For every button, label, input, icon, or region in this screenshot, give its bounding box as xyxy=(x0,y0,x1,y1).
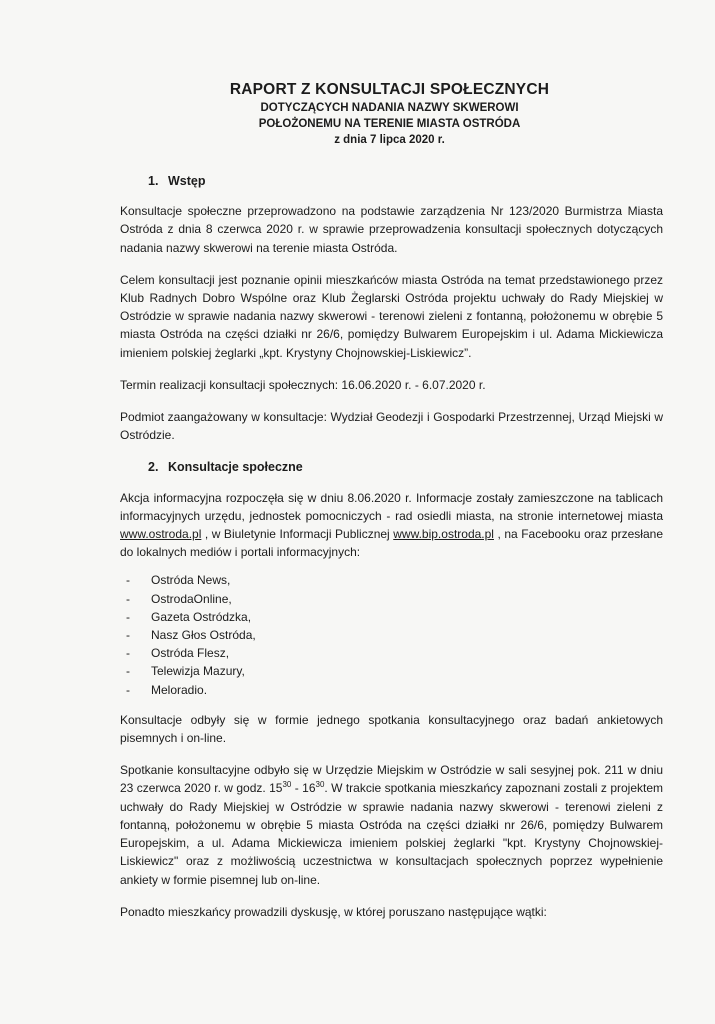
superscript: 30 xyxy=(315,780,325,790)
list-item: - OstrodaOnline, xyxy=(120,590,663,608)
list-item: - Meloradio. xyxy=(120,681,663,699)
consultation-paragraph-4: Ponadto mieszkańcy prowadzili dyskusję, w której poruszano następujące wątki: xyxy=(120,904,547,919)
text-span: . W trakcie spotkania mieszkańcy zapoznani zostali z projektem uchwały do Rady Miejskiej w Ostródzie w sprawie nadania nazwy skwerowi - terenowi zieleni z fontanną, położonemu w obrębie 5 miasta Ostróda na części działki nr 26/6, pomiędzy Bulwarem Europejskim, a ul. Adama Mickiewicza imieniem polskiej żeglarki "kpt. Krystyny Chojnowskiej-Liskiewicz" oraz z możliwością uczestnictwa w konsultacjach społecznych poprzez wypełnienie ankiety w formie pisemnej lub on-line. xyxy=(120,781,664,887)
document-body xyxy=(120,172,663,935)
report-subtitle-line1: DOTYCZĄCYCH NADANIA NAZWY SKWEROWI xyxy=(260,102,519,114)
link-ostroda[interactable]: www.ostroda.pl xyxy=(120,527,202,542)
report-subtitle-line2: POŁOŻONEMU NA TERENIE MIASTA OSTRÓDA xyxy=(258,118,521,130)
link-bip-ostroda[interactable]: www.bip.ostroda.pl xyxy=(393,527,494,542)
report-title: RAPORT Z KONSULTACJI SPOŁECZNYCH xyxy=(229,81,550,98)
list-item: - Gazeta Ostródzka, xyxy=(120,608,663,626)
superscript: 30 xyxy=(282,780,292,790)
list-item: - Ostróda News, xyxy=(120,571,663,589)
list-item: - Ostróda Flesz, xyxy=(120,644,663,662)
media-list xyxy=(120,571,663,698)
intro-paragraph-4: Podmiot zaangażowany w konsultacje: Wydział Geodezji i Gospodarki Przestrzennej, Urząd Miejski w Ostródzie. xyxy=(120,410,663,443)
section-number: 2. xyxy=(148,460,159,475)
intro-paragraph-1: Konsultacje społeczne przeprowadzono na podstawie zarządzenia Nr 123/2020 Burmistrza Miasta Ostróda z dnia 8 czerwca 2020 r. w sprawie przeprowadzenia konsultacji społecznych dotyczących nadania nazwy skwerowi na terenie miasta Ostróda. xyxy=(120,204,663,255)
list-item: - Telewizja Mazury, xyxy=(120,662,663,680)
report-header xyxy=(0,80,715,148)
consultation-paragraph-3 xyxy=(120,761,663,888)
report-date: z dnia 7 lipca 2020 r. xyxy=(334,134,445,146)
text-span: , na Facebooku oraz przesłane do lokalnych mediów i portali informacyjnych: xyxy=(120,527,663,560)
text-span: , w Biuletynie Informacji Publicznej xyxy=(201,527,394,542)
text-span: - 16 xyxy=(291,781,316,796)
section-heading-consultations xyxy=(148,458,663,476)
section-heading-intro xyxy=(148,172,663,190)
consultation-paragraph-2: Konsultacje odbyły się w formie jednego spotkania konsultacyjnego oraz badań ankietowych pisemnych i on-line. xyxy=(120,712,663,746)
section-title: Wstęp xyxy=(168,174,206,188)
section-number: 1. xyxy=(148,174,159,188)
intro-paragraph-3: Termin realizacji konsultacji społecznych: 16.06.2020 r. - 6.07.2020 r. xyxy=(120,377,486,392)
consultation-paragraph-1 xyxy=(120,489,663,562)
intro-paragraph-2: Celem konsultacji jest poznanie opinii mieszkańców miasta Ostróda na temat przedstawionego przez Klub Radnych Dobro Wspólne oraz Klub Żeglarski Ostróda projektu uchwały do Rady Miejskiej w Ostródzie w sprawie nadania nazwy skwerowi - terenowi zieleni z fontanną, położonemu w obrębie 5 miasta Ostróda na części działki nr 26/6, pomiędzy Bulwarem Europejskim i ul. Adama Mickiewicza imieniem polskiej żeglarki „kpt. Krystyny Chojnowskiej-Liskiewicz”. xyxy=(120,272,663,360)
section-title: Konsultacje społeczne xyxy=(168,460,303,475)
text-span: Spotkanie konsultacyjne odbyło się w Urzędzie Miejskim w Ostródzie w sali sesyjnej pok. 211 w dniu 23 czerwca 2020 r. w godz. 15 xyxy=(120,763,663,796)
list-item: - Nasz Głos Ostróda, xyxy=(120,626,663,644)
text-span: Akcja informacyjna rozpoczęła się w dniu 8.06.2020 r. Informacje zostały zamieszczone na tablicach informacyjnych urzędu, jednostek pomocniczych - rad osiedli miasta, na stronie internetowej miasta xyxy=(120,490,663,523)
